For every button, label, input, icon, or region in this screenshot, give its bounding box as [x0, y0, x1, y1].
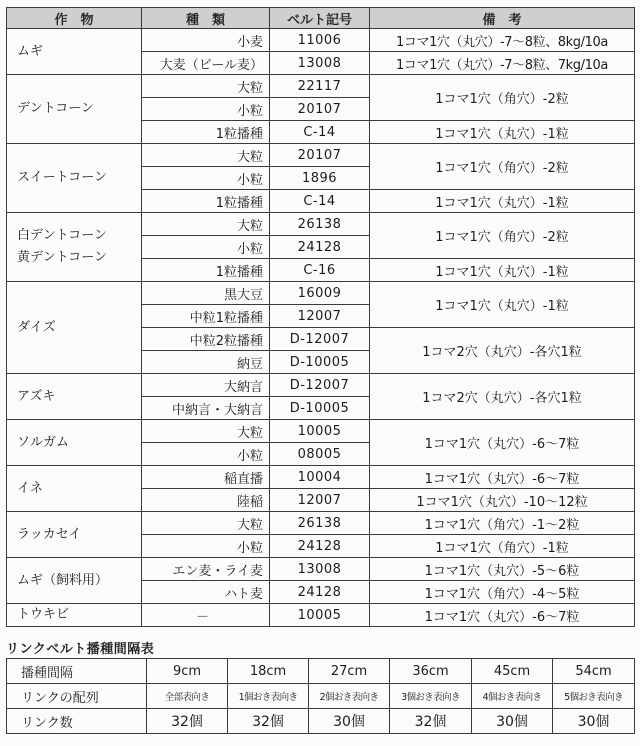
code-cell: 20107 — [270, 98, 370, 121]
crop-cell: ムギ — [7, 29, 142, 75]
note-cell: 1コマ1穴（角穴）-4～5粒 — [370, 581, 635, 604]
type-cell: 稲直播 — [142, 466, 270, 489]
note-cell: 1コマ1穴（角穴）-2粒 — [370, 75, 635, 121]
type-cell: 1粒播種 — [142, 121, 270, 144]
spacing-row — [7, 659, 635, 684]
header-type: 種 類 — [142, 8, 270, 29]
type-cell: エン麦・ライ麦 — [142, 558, 270, 581]
count-cell: 32個 — [147, 709, 228, 734]
header-code: ベルト記号 — [270, 8, 370, 29]
table-row — [7, 374, 635, 397]
spacing-cell: 27cm — [309, 659, 390, 684]
link-spacing-table — [6, 658, 635, 734]
crop-cell — [7, 213, 142, 282]
note-cell: 1コマ1穴（丸穴）-6～7粒 — [370, 420, 635, 466]
type-cell: － — [142, 604, 270, 627]
type-cell: 黒大豆 — [142, 282, 270, 305]
code-cell: 26138 — [270, 512, 370, 535]
type-cell: 大麦（ビール麦） — [142, 52, 270, 75]
arrangement-cell: 1個おき表向き — [228, 684, 309, 709]
table-row — [7, 282, 635, 305]
header-crop: 作 物 — [7, 8, 142, 29]
code-cell: 24128 — [270, 535, 370, 558]
note-cell: 1コマ1穴（丸穴）-1粒 — [370, 121, 635, 144]
code-cell: 13008 — [270, 52, 370, 75]
code-cell: 10005 — [270, 420, 370, 443]
note-cell: 1コマ1穴（丸穴）-1粒 — [370, 282, 635, 328]
spacing-cell: 18cm — [228, 659, 309, 684]
type-cell: 1粒播種 — [142, 259, 270, 282]
code-cell: 16009 — [270, 282, 370, 305]
type-cell: 1粒播種 — [142, 190, 270, 213]
crop-cell: ソルガム — [7, 420, 142, 466]
code-cell: D-12007 — [270, 374, 370, 397]
note-cell: 1コマ1穴（丸穴）-6～7粒 — [370, 604, 635, 627]
type-cell: 中粒2粒播種 — [142, 328, 270, 351]
type-cell: 大粒 — [142, 512, 270, 535]
count-row — [7, 709, 635, 734]
table-row — [7, 512, 635, 535]
type-cell: 小粒 — [142, 98, 270, 121]
crop-cell: アズキ — [7, 374, 142, 420]
count-cell: 32個 — [390, 709, 472, 734]
code-cell: 24128 — [270, 236, 370, 259]
type-cell: 中納言・大納言 — [142, 397, 270, 420]
type-cell: 小粒 — [142, 236, 270, 259]
note-cell: 1コマ1穴（丸穴）-1粒 — [370, 190, 635, 213]
table-row — [7, 420, 635, 443]
crop-cell: イネ — [7, 466, 142, 512]
header-note: 備 考 — [370, 8, 635, 29]
note-cell: 1コマ2穴（丸穴）-各穴1粒 — [370, 374, 635, 420]
count-cell: 30個 — [553, 709, 635, 734]
spacing-cell: 36cm — [390, 659, 472, 684]
code-cell: 11006 — [270, 29, 370, 52]
type-cell: 小粒 — [142, 443, 270, 466]
type-cell: ハト麦 — [142, 581, 270, 604]
table-row — [7, 466, 635, 489]
note-cell: 1コマ1穴（角穴）-2粒 — [370, 213, 635, 259]
type-cell: 納豆 — [142, 351, 270, 374]
code-cell: D-10005 — [270, 397, 370, 420]
count-cell: 30個 — [309, 709, 390, 734]
arrangement-label: リンクの配列 — [7, 684, 147, 709]
code-cell: D-12007 — [270, 328, 370, 351]
table-row — [7, 558, 635, 581]
arrangement-row — [7, 684, 635, 709]
code-cell: 12007 — [270, 489, 370, 512]
note-cell: 1コマ1穴（角穴）-1粒 — [370, 535, 635, 558]
table-row — [7, 75, 635, 98]
code-cell: C-16 — [270, 259, 370, 282]
type-cell: 大納言 — [142, 374, 270, 397]
arrangement-cell: 4個おき表向き — [472, 684, 553, 709]
code-cell: 1896 — [270, 167, 370, 190]
type-cell: 大粒 — [142, 420, 270, 443]
note-cell: 1コマ2穴（丸穴）-各穴1粒 — [370, 328, 635, 374]
crop-cell: ムギ（飼料用） — [7, 558, 142, 604]
count-cell: 32個 — [228, 709, 309, 734]
spacing-cell: 9cm — [147, 659, 228, 684]
arrangement-cell: 5個おき表向き — [553, 684, 635, 709]
type-cell: 小麦 — [142, 29, 270, 52]
code-cell: 20107 — [270, 144, 370, 167]
code-cell: 22117 — [270, 75, 370, 98]
type-cell: 小粒 — [142, 535, 270, 558]
crop-cell: スイートコーン — [7, 144, 142, 213]
code-cell: D-10005 — [270, 351, 370, 374]
count-cell: 30個 — [472, 709, 553, 734]
code-cell: 08005 — [270, 443, 370, 466]
type-cell: 中粒1粒播種 — [142, 305, 270, 328]
code-cell: 10005 — [270, 604, 370, 627]
table-row — [7, 213, 635, 236]
spacing-cell: 45cm — [472, 659, 553, 684]
spacing-cell: 54cm — [553, 659, 635, 684]
header-row — [7, 8, 635, 29]
note-cell: 1コマ1穴（丸穴）-7～8粒、7kg/10a — [370, 52, 635, 75]
note-cell: 1コマ1穴（丸穴）-7～8粒、8kg/10a — [370, 29, 635, 52]
code-cell: C-14 — [270, 190, 370, 213]
code-cell: 12007 — [270, 305, 370, 328]
spacing-label: 播種間隔 — [7, 659, 147, 684]
seed-belt-table — [6, 7, 635, 627]
crop-cell: ダイズ — [7, 282, 142, 374]
note-cell: 1コマ1穴（丸穴）-6～7粒 — [370, 466, 635, 489]
type-cell: 大粒 — [142, 75, 270, 98]
type-cell: 大粒 — [142, 144, 270, 167]
type-cell: 大粒 — [142, 213, 270, 236]
table-row — [7, 604, 635, 627]
arrangement-cell: 全部表向き — [147, 684, 228, 709]
type-cell: 陸稲 — [142, 489, 270, 512]
table-row — [7, 29, 635, 52]
code-cell: C-14 — [270, 121, 370, 144]
note-cell: 1コマ1穴（角穴）-1～2粒 — [370, 512, 635, 535]
crop-line-2: 黄デントコーン — [17, 250, 107, 265]
count-label: リンク数 — [7, 709, 147, 734]
note-cell: 1コマ1穴（丸穴）-1粒 — [370, 259, 635, 282]
arrangement-cell: 2個おき表向き — [309, 684, 390, 709]
note-cell: 1コマ1穴（丸穴）-10～12粒 — [370, 489, 635, 512]
code-cell: 10004 — [270, 466, 370, 489]
crop-cell: トウキビ — [7, 604, 142, 627]
type-cell: 小粒 — [142, 167, 270, 190]
code-cell: 24128 — [270, 581, 370, 604]
crop-line-1: 白デントコーン — [17, 228, 107, 243]
code-cell: 13008 — [270, 558, 370, 581]
link-table-title: リンクベルト播種間隔表 — [6, 642, 155, 657]
crop-cell: ラッカセイ — [7, 512, 142, 558]
note-cell: 1コマ1穴（丸穴）-5～6粒 — [370, 558, 635, 581]
code-cell: 26138 — [270, 213, 370, 236]
crop-cell: デントコーン — [7, 75, 142, 144]
table-row — [7, 144, 635, 167]
note-cell: 1コマ1穴（角穴）-2粒 — [370, 144, 635, 190]
arrangement-cell: 3個おき表向き — [390, 684, 472, 709]
